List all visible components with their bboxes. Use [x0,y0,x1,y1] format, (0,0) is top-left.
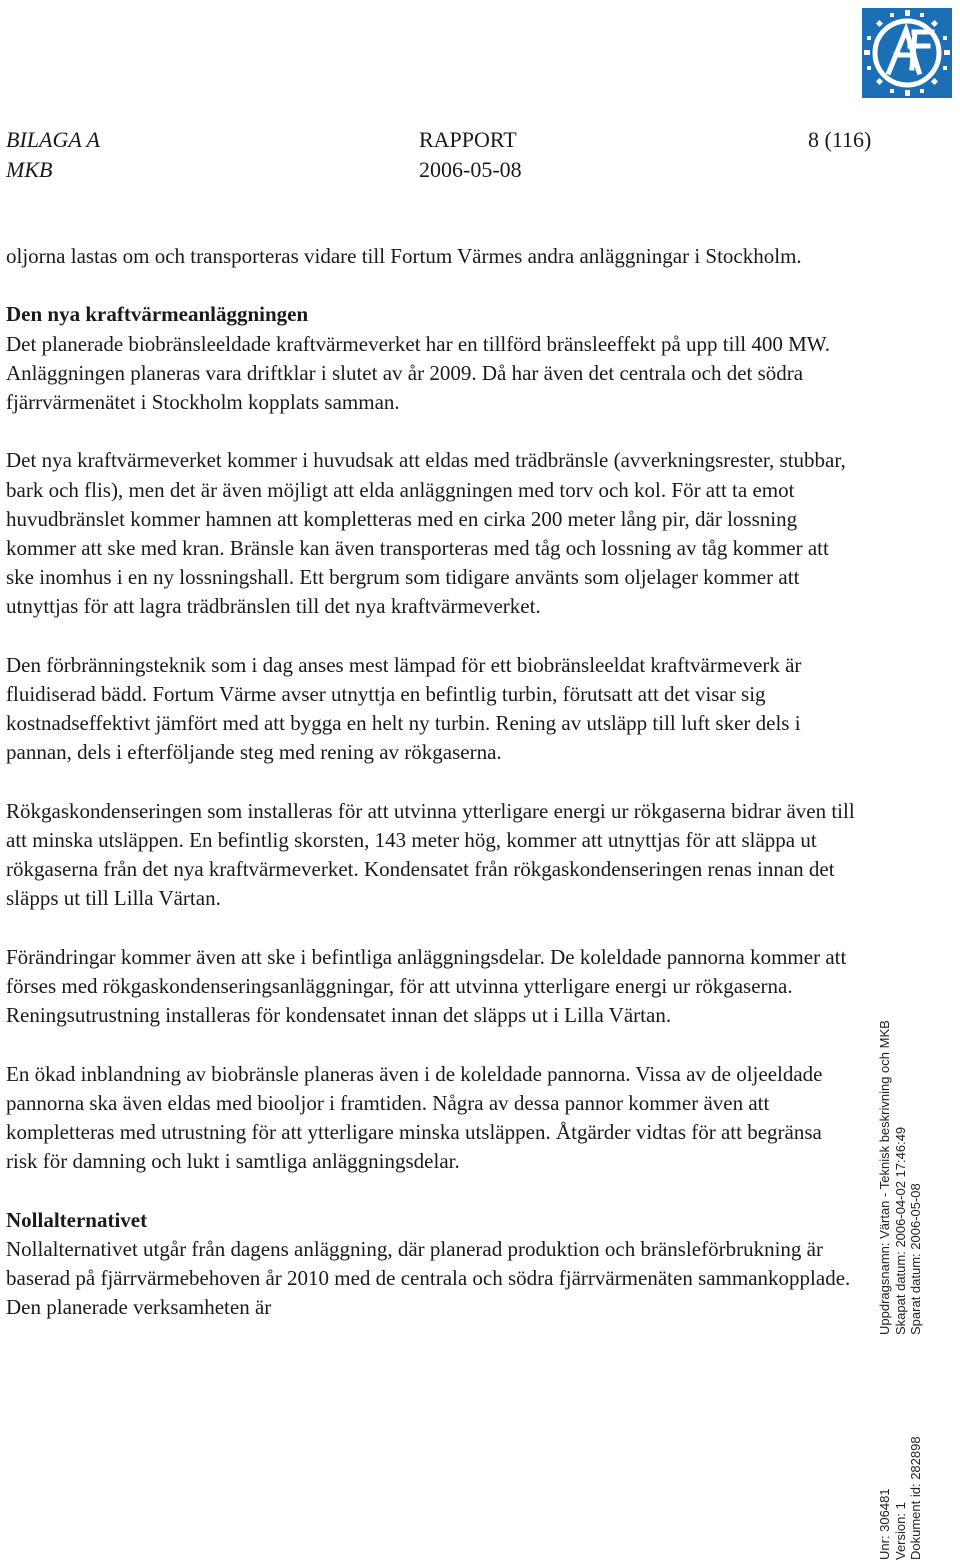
paragraph-text: Rökgaskondenseringen som installeras för att utvinna ytterligare energi ur rökgaserna bidrar även till att minska utsläppen. En befintlig skorsten, 143 meter hög, kommer att utnyttjas för att släppa ut rökgaserna från det nya kraftvärmeverket. Kondensatet från rökgaskondenseringen renas innan det släpps ut till Lilla Värtan. [6,798,855,911]
section-heading: Den nya kraftvärmeanläggningen [6,302,309,327]
paragraph [6,1206,856,1323]
paragraph [6,242,856,271]
header-date: 2006-05-08 [419,157,522,182]
metadata-line: Version: 1 [892,1502,908,1560]
paragraph-text: Förändringar kommer även att ske i befintliga anläggningsdelar. De koleldade pannorna kommer att förses med rökgaskondenseringsanläggningar, för att utvinna ytterligare energi ur rökgaserna. Reningsutrustning installeras för kondensatet innan det släpps ut i Lilla Värtan. [6,944,847,1028]
section-heading: Nollalternativet [6,1207,148,1232]
metadata-line: Sparat datum: 2006-05-08 [908,1183,923,1335]
paragraph [6,943,856,1031]
header-mkb-label: MKB [6,157,53,182]
paragraph [6,446,856,621]
paragraph-text: En ökad inblandning av biobränsle planeras även i de koleldade pannorna. Vissa av de oljeeldade pannorna ska även eldas med biooljor i framtiden. Några av dessa pannor kommer även att kompletteras med utrustning för att ytterligare minska utsläppen. Åtgärder vidtas för att begränsa risk för damning och lukt i samtliga anläggningsdelar. [6,1061,823,1174]
metadata-top-block [877,1020,924,1335]
paragraph [6,1060,856,1177]
metadata-bottom-block [877,1436,924,1560]
header-attachment-label: BILAGA A [6,127,100,152]
metadata-line: Skapat datum: 2006-04-02 17:46:49 [892,1126,908,1335]
paragraph [6,651,856,768]
paragraph-text: Det nya kraftvärmeverket kommer i huvudsak att eldas med trädbränsle (avverkningsrester, stubbar, bark och flis), men det är även möjligt att elda anläggningen med torv och kol. För att ta emot huvudbränslet kommer hamnen att kompletteras med en cirka 200 meter lång pir, där lossning kommer att ske med kran. Bränsle kan även transporteras med tåg och lossning av tåg kommer att ske inomhus i en ny lossningshall. Ett bergrum som tidigare använts som oljelager kommer att utnyttjas för att lagra trädbränslen till det nya kraftvärmeverket. [6,448,846,619]
paragraph [6,797,856,914]
metadata-line: Dokument id: 282898 [908,1436,923,1560]
paragraph-text: Nollalternativet utgår från dagens anläggning, där planerad produktion och bränsleförbrukning är baserad på fjärrvärmebehoven år 2010 med de centrala och södra fjärrvärmenäten sammankopplade. Den planerade verksamheten är [6,1236,851,1320]
paragraph-text: Det planerade biobränsleeldade kraftvärmeverket har en tillförd bränsleeffekt på upp till 400 MW. Anläggningen planeras vara driftklar i slutet av år 2009. Då har även det centrala och det södra fjärrvärmenätet i Stockholm kopplats samman. [6,331,830,414]
header-page-number: 8 (116) [808,127,872,152]
paragraph-text: Den förbränningsteknik som i dag anses mest lämpad för ett biobränsleeldat kraftvärmeverk är fluidiserad bädd. Fortum Värme avser utnyttja en befintlig turbin, förutsatt att det visar sig kostnadseffektivt jämfört med att bygga en helt ny turbin. Rening av utsläpp till luft sker dels i pannan, dels i efterföljande steg med rening av rökgaserna. [6,652,802,765]
metadata-line: Unr: 306481 [877,1488,892,1560]
paragraph-text: oljorna lastas om och transporteras vidare till Fortum Värmes andra anläggningar i Stockholm. [6,244,802,268]
header-report-label: RAPPORT [419,127,517,152]
logo-graphic [862,8,952,98]
metadata-line: Uppdragsnamn: Värtan - Teknisk beskrivning och MKB [877,1020,892,1335]
document-body [6,242,856,1352]
afconsult-logo [862,8,952,98]
paragraph [6,300,856,417]
